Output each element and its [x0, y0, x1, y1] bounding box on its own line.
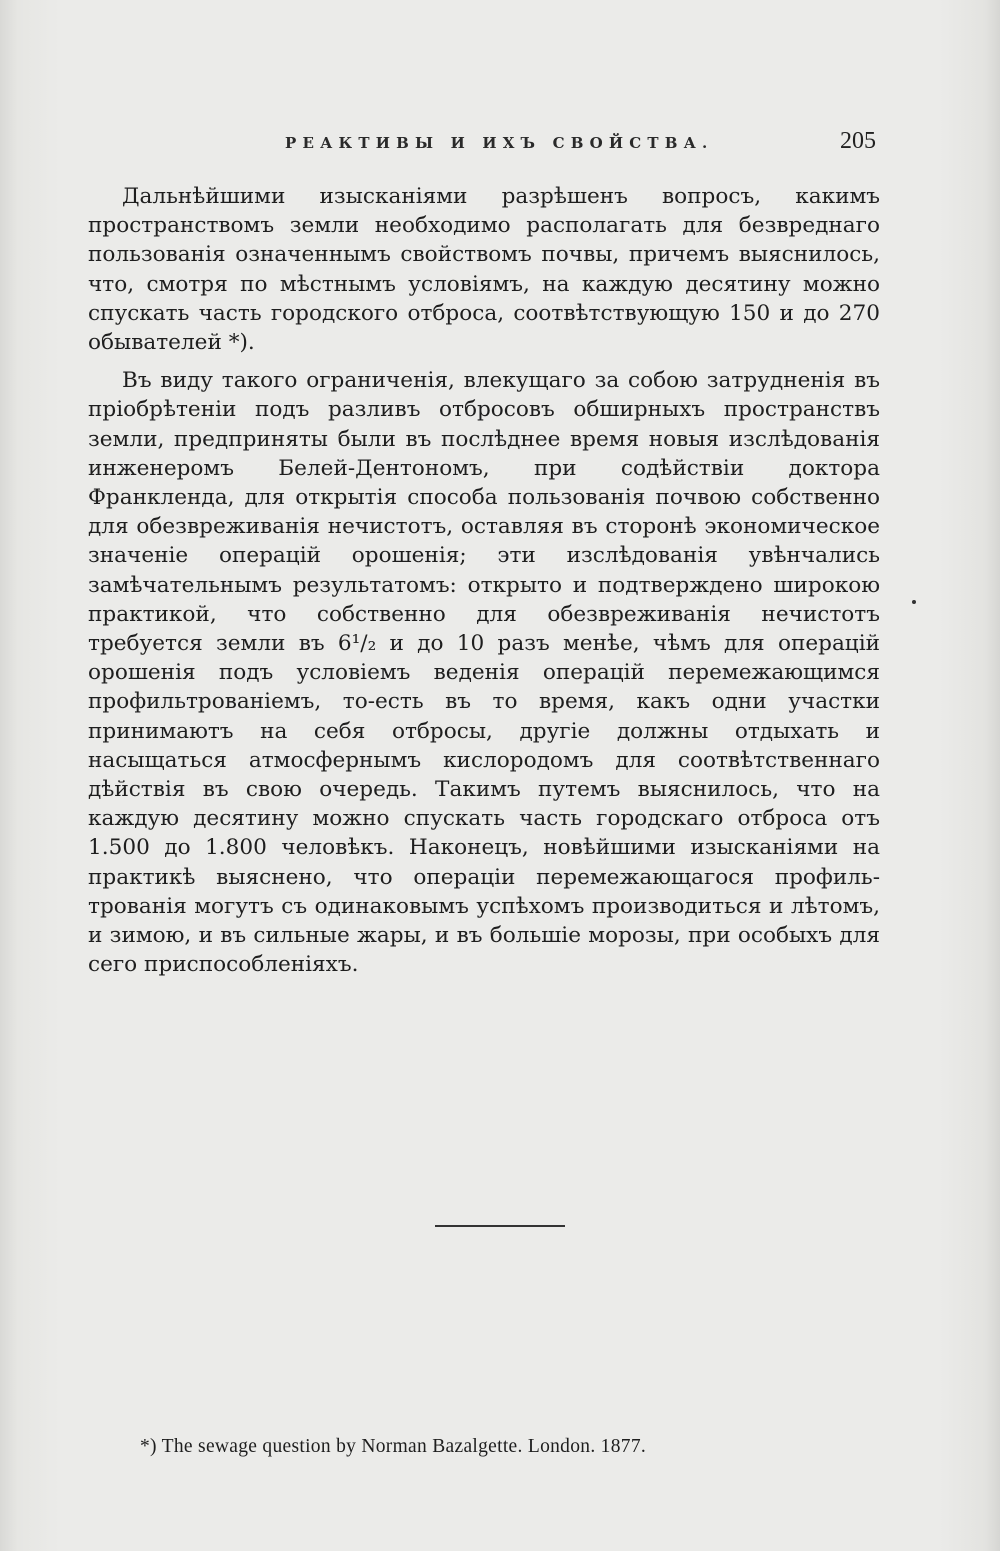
- page-header: [120, 128, 880, 160]
- body-text: [88, 182, 880, 979]
- running-title: РЕАКТИВЫ И ИХЪ СВОЙСТВА.: [285, 134, 714, 152]
- paragraph-1: Дальнѣйшими изысканіями разрѣшенъ вопросъ, какимъ пространствомъ земли необходимо располагать для безвреднаго пользованія означеннымъ свойствомъ почвы, причемъ выяснилось, что, смотря по мѣстнымъ условіямъ, на каждую десятину можно спускать часть городского отброса, соотвѣтствующую 150 и до 270 обывателей *).: [88, 184, 880, 356]
- footnote: *) The sewage question by Norman Bazalgette. London. 1877.: [140, 1436, 647, 1457]
- paragraph-2: Въ виду такого ограниченія, влекущаго за собою затрудненія въ пріобрѣтеніи подъ разливъ отбросовъ обширныхъ пространствъ земли, предприняты были въ послѣднее время новыя изслѣдованія инженеромъ Белей-Дентономъ, при содѣйствіи доктора Франкленда, для открытія способа пользованія почвою собственно для обезвреживанія нечистотъ, оставляя въ сторонѣ экономическое значеніе операцій орошенія; эти изслѣдованія увѣнчались замѣчательнымъ результатомъ: открыто и подтверждено широкою практикой, что собственно для обезвреживанія нечистотъ требуется земли въ 6¹/₂ и до 10 разъ менѣе, чѣмъ для операцій орошенія подъ условіемъ веденія операцій перемежающимся профильтрованіемъ, то-есть въ то время, какъ одни участки принимаютъ на себя отбросы, другіе должны отдыхать и насыщаться атмосфернымъ кислородомъ для соотвѣтственнаго дѣйствія въ свою очередь. Такимъ путемъ выяснилось, что на каждую десятину можно спускать часть городскаго отброса отъ 1.500 до 1.800 человѣкъ. Наконецъ, новѣйшими изысканіями на практикѣ выяснено, что операціи перемежающагося профильтрованія могутъ съ одинаковымъ успѣхомъ производиться и лѣтомъ, и зимою, и въ сильные жары, и въ большіе морозы, при особыхъ для сего приспособленіяхъ.: [88, 368, 880, 978]
- ink-speck: [912, 600, 916, 604]
- footnote-separator-rule: [435, 1225, 565, 1227]
- page-number: 205: [840, 128, 876, 154]
